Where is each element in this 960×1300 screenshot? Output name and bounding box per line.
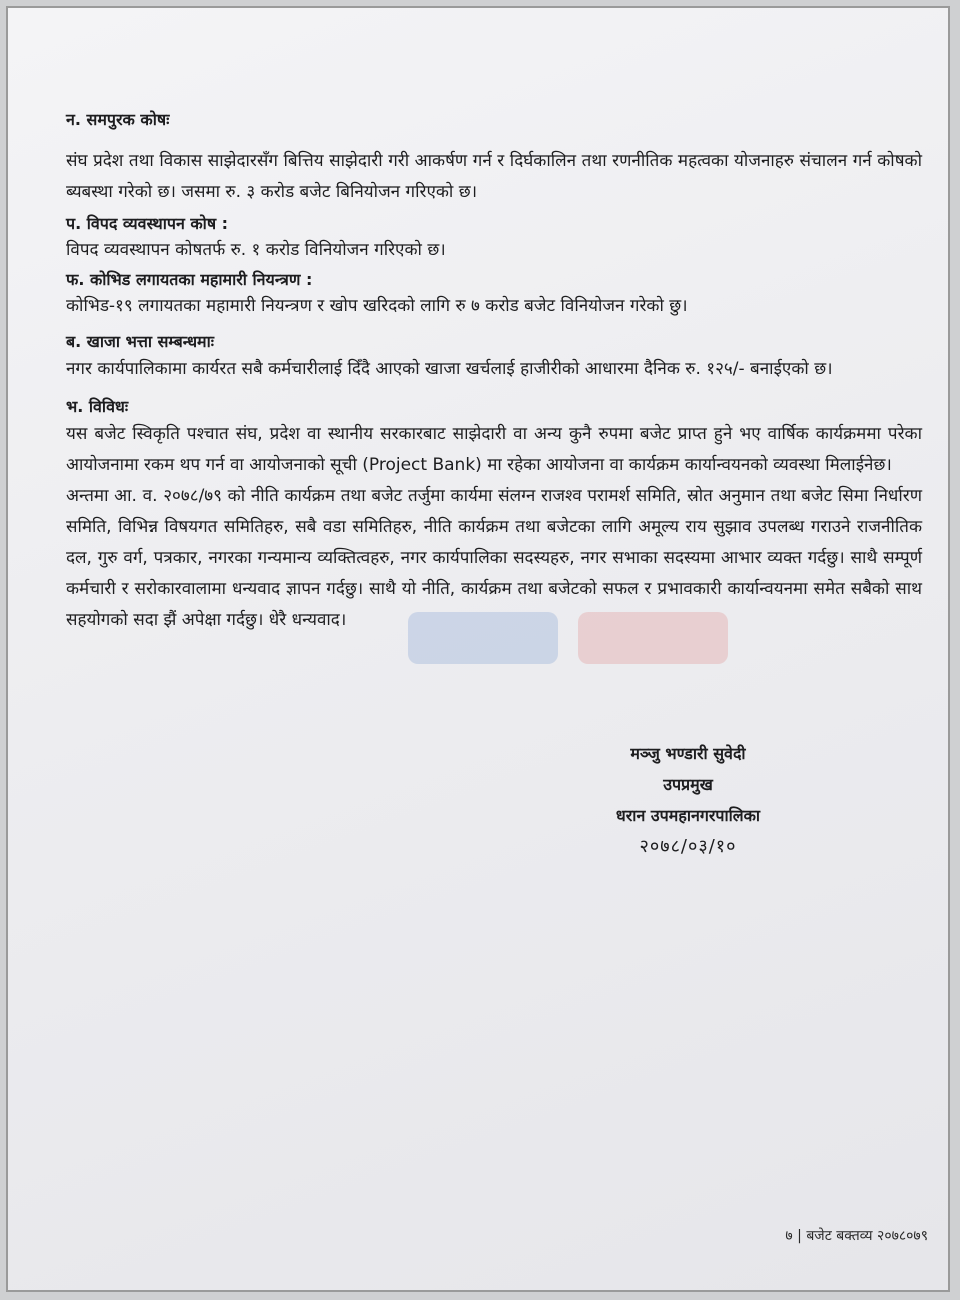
- section-paragraph: अन्तमा आ. व. २०७८/७९ को नीति कार्यक्रम तथा बजेट तर्जुमा कार्यमा संलग्न राजश्व परामर्श समिति, स्रोत अनुमान तथा बजेट सिमा निर्धारण समिति, विभिन्न विषयगत समितिहरु, सबै वडा समितिहरु, नीति कार्यक्रम तथा बजेटका लागि अमूल्य राय सुझाव उपलब्ध गराउने राजनीतिक दल, गुरु वर्ग, पत्रकार, नगरका गन्यमान्य व्यक्तित्वहरु, नगर कार्यपालिका सदस्यहरु, नगर सभाका सदस्यमा आभार व्यक्त गर्दछु। साथै सम्पूर्ण कर्मचारी र सरोकारवालामा धन्यवाद ज्ञापन गर्दछु। साथै यो नीति, कार्यक्रम तथा बजेटको सफल र प्रभावकारी कार्यान्वयनमा समेत सबैको साथ सहयोगको सदा झैं अपेक्षा गर्दछु। धेरै धन्यवाद।: [66, 486, 922, 630]
- document-page: [6, 6, 950, 1292]
- section-paragraph: यस बजेट स्विकृति पश्चात संघ, प्रदेश वा स्थानीय सरकारबाट साझेदारी वा अन्य कुनै रुपमा बजेट प्राप्त हुने भए वार्षिक कार्यक्रममा परेका आयोजनामा रकम थप गर्न वा आयोजनाको सूची (Project Bank) मा रहेका आयोजना वा कार्यक्रम कार्यान्वयनको व्यवस्था मिलाईनेछ।: [66, 424, 922, 475]
- footer-separator: |: [797, 1228, 802, 1244]
- section-paragraph: कोभिड-१९ लगायतका महामारी नियन्त्रण र खोप खरिदको लागि रु ७ करोड बजेट विनियोजन गरेको छु।: [66, 296, 688, 316]
- section-paragraph: विपद व्यवस्थापन कोषतर्फ रु. १ करोड विनियोजन गरिएको छ।: [66, 240, 446, 260]
- section-heading: फ. कोभिड लगायतका महामारी नियन्त्रण :: [66, 270, 313, 289]
- section-vipad-kosh: [66, 212, 922, 264]
- footer-doc-name: बजेट बक्तव्य २०७८०७९: [806, 1228, 928, 1244]
- section-samapurak-kosh: [66, 108, 922, 208]
- section-khaja-bhatta: [66, 330, 922, 385]
- section-heading: भ. विविधः: [66, 397, 129, 416]
- signatory-title: उपप्रमुख: [663, 775, 713, 794]
- signatory-office: धरान उपमहानगरपालिका: [615, 806, 761, 825]
- signature-block: [568, 738, 808, 862]
- section-paragraph: नगर कार्यपालिकामा कार्यरत सबै कर्मचारीलाई दिँदै आएको खाजा खर्चलाई हाजीरीको आधारमा दैनिक रु. १२५/- बनाईएको छ।: [66, 359, 833, 379]
- section-covid: [66, 268, 922, 320]
- page-footer: [708, 1226, 928, 1245]
- signatory-name: मञ्जु भण्डारी सुवेदी: [630, 744, 746, 763]
- signature-date: २०७८/०३/१०: [639, 836, 737, 857]
- section-vividh: [66, 395, 922, 636]
- document-body: [66, 108, 922, 640]
- page-number: ७: [785, 1228, 793, 1244]
- section-paragraph: संघ प्रदेश तथा विकास साझेदारसँग बित्तिय साझेदारी गरी आकर्षण गर्न र दिर्घकालिन तथा रणनीतिक महत्वका योजनाहरु संचालन गर्न कोषको ब्यबस्था गरेको छ। जसमा रु. ३ करोड बजेट बिनियोजन गरिएको छ।: [66, 151, 922, 202]
- section-heading: प. विपद व्यवस्थापन कोष :: [66, 214, 229, 233]
- section-heading: ब. खाजा भत्ता सम्बन्धमाः: [66, 332, 214, 351]
- section-heading: न. समपुरक कोषः: [66, 110, 170, 129]
